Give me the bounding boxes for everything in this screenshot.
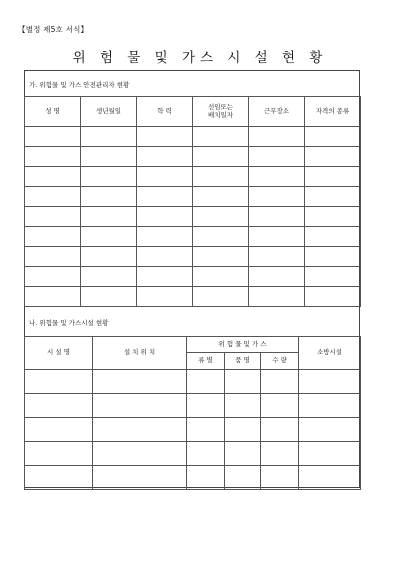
cell[interactable] bbox=[25, 147, 81, 167]
header-education: 학 력 bbox=[137, 97, 193, 127]
cell[interactable] bbox=[187, 418, 225, 442]
cell[interactable] bbox=[249, 147, 305, 167]
cell[interactable] bbox=[25, 267, 81, 287]
cell[interactable] bbox=[305, 247, 361, 267]
cell[interactable] bbox=[193, 207, 249, 227]
hazmat-facility-table bbox=[24, 336, 361, 490]
cell[interactable] bbox=[299, 418, 361, 442]
table-row bbox=[25, 187, 361, 207]
cell[interactable] bbox=[193, 127, 249, 147]
cell[interactable] bbox=[93, 394, 187, 418]
cell[interactable] bbox=[299, 442, 361, 466]
table-row bbox=[25, 394, 361, 418]
cell[interactable] bbox=[81, 167, 137, 187]
cell[interactable] bbox=[137, 127, 193, 147]
cell[interactable] bbox=[225, 466, 261, 490]
table-row bbox=[25, 207, 361, 227]
cell[interactable] bbox=[261, 466, 299, 490]
table-row bbox=[25, 247, 361, 267]
table-row bbox=[25, 418, 361, 442]
cell[interactable] bbox=[81, 287, 137, 307]
cell[interactable] bbox=[249, 167, 305, 187]
cell[interactable] bbox=[81, 227, 137, 247]
cell[interactable] bbox=[305, 227, 361, 247]
cell[interactable] bbox=[193, 187, 249, 207]
cell[interactable] bbox=[261, 418, 299, 442]
cell[interactable] bbox=[25, 247, 81, 267]
table-row bbox=[25, 147, 361, 167]
header-workplace: 근무장소 bbox=[249, 97, 305, 127]
cell[interactable] bbox=[81, 147, 137, 167]
table-row bbox=[25, 370, 361, 394]
cell[interactable] bbox=[225, 418, 261, 442]
cell[interactable] bbox=[193, 167, 249, 187]
cell[interactable] bbox=[137, 287, 193, 307]
table-row bbox=[25, 466, 361, 490]
table-row bbox=[25, 167, 361, 187]
table-header-row bbox=[25, 97, 361, 127]
cell[interactable] bbox=[187, 394, 225, 418]
cell[interactable] bbox=[299, 394, 361, 418]
header-facility-name: 시 설 명 bbox=[25, 337, 93, 370]
cell[interactable] bbox=[25, 442, 93, 466]
table-row bbox=[25, 287, 361, 307]
cell[interactable] bbox=[81, 247, 137, 267]
cell[interactable] bbox=[25, 370, 93, 394]
cell[interactable] bbox=[249, 207, 305, 227]
cell[interactable] bbox=[93, 466, 187, 490]
cell[interactable] bbox=[305, 167, 361, 187]
section-a-label: 가. 위험물 및 가스 안전관리자 현황 bbox=[29, 81, 130, 89]
cell[interactable] bbox=[305, 207, 361, 227]
cell[interactable] bbox=[249, 287, 305, 307]
cell[interactable] bbox=[81, 267, 137, 287]
table-header-row bbox=[25, 337, 361, 353]
form-frame bbox=[24, 70, 360, 488]
cell[interactable] bbox=[93, 418, 187, 442]
cell[interactable] bbox=[193, 287, 249, 307]
cell[interactable] bbox=[249, 127, 305, 147]
cell[interactable] bbox=[25, 167, 81, 187]
header-type: 류 별 bbox=[187, 353, 225, 370]
header-qualification: 자격의 종류 bbox=[305, 97, 361, 127]
cell[interactable] bbox=[25, 127, 81, 147]
cell[interactable] bbox=[249, 187, 305, 207]
cell[interactable] bbox=[25, 187, 81, 207]
header-fire-equipment: 소방시설 bbox=[299, 337, 361, 370]
cell[interactable] bbox=[137, 267, 193, 287]
cell[interactable] bbox=[193, 227, 249, 247]
cell[interactable] bbox=[81, 127, 137, 147]
header-product: 품 명 bbox=[225, 353, 261, 370]
cell[interactable] bbox=[137, 227, 193, 247]
header-quantity: 수 량 bbox=[261, 353, 299, 370]
header-install-location: 설 치 위 치 bbox=[93, 337, 187, 370]
form-number-label: 【별정 제5호 서식】 bbox=[18, 25, 89, 34]
cell[interactable] bbox=[25, 466, 93, 490]
cell[interactable] bbox=[249, 267, 305, 287]
cell[interactable] bbox=[299, 370, 361, 394]
table-row bbox=[25, 267, 361, 287]
safety-manager-table bbox=[24, 96, 361, 307]
header-appointment-date: 선임또는 배치일자 bbox=[193, 97, 249, 127]
cell[interactable] bbox=[187, 466, 225, 490]
cell[interactable] bbox=[193, 147, 249, 167]
cell[interactable] bbox=[137, 207, 193, 227]
cell[interactable] bbox=[225, 442, 261, 466]
cell[interactable] bbox=[305, 187, 361, 207]
cell[interactable] bbox=[187, 442, 225, 466]
header-birthdate: 생년월일 bbox=[81, 97, 137, 127]
cell[interactable] bbox=[261, 394, 299, 418]
cell[interactable] bbox=[261, 370, 299, 394]
cell[interactable] bbox=[25, 227, 81, 247]
table-row bbox=[25, 227, 361, 247]
cell[interactable] bbox=[305, 287, 361, 307]
document-title: 위 험 물 및 가스 시 설 현 황 bbox=[72, 50, 328, 66]
cell[interactable] bbox=[93, 370, 187, 394]
cell[interactable] bbox=[187, 370, 225, 394]
cell[interactable] bbox=[137, 187, 193, 207]
cell[interactable] bbox=[25, 287, 81, 307]
cell[interactable] bbox=[137, 167, 193, 187]
cell[interactable] bbox=[25, 207, 81, 227]
cell[interactable] bbox=[81, 207, 137, 227]
cell[interactable] bbox=[93, 442, 187, 466]
cell[interactable] bbox=[299, 466, 361, 490]
cell[interactable] bbox=[305, 127, 361, 147]
cell[interactable] bbox=[305, 147, 361, 167]
cell[interactable] bbox=[225, 394, 261, 418]
section-b-label: 나. 위험물 및 가스시설 현황 bbox=[29, 319, 109, 327]
cell[interactable] bbox=[249, 247, 305, 267]
cell[interactable] bbox=[305, 267, 361, 287]
cell[interactable] bbox=[137, 247, 193, 267]
cell[interactable] bbox=[25, 394, 93, 418]
cell[interactable] bbox=[261, 442, 299, 466]
cell[interactable] bbox=[81, 187, 137, 207]
cell[interactable] bbox=[193, 247, 249, 267]
table-row bbox=[25, 442, 361, 466]
header-name: 성 명 bbox=[25, 97, 81, 127]
cell[interactable] bbox=[193, 267, 249, 287]
table-row bbox=[25, 127, 361, 147]
cell[interactable] bbox=[137, 147, 193, 167]
cell[interactable] bbox=[25, 418, 93, 442]
cell[interactable] bbox=[225, 370, 261, 394]
header-hazmat-gas: 위 험 물 및 가 스 bbox=[187, 337, 299, 353]
cell[interactable] bbox=[249, 227, 305, 247]
